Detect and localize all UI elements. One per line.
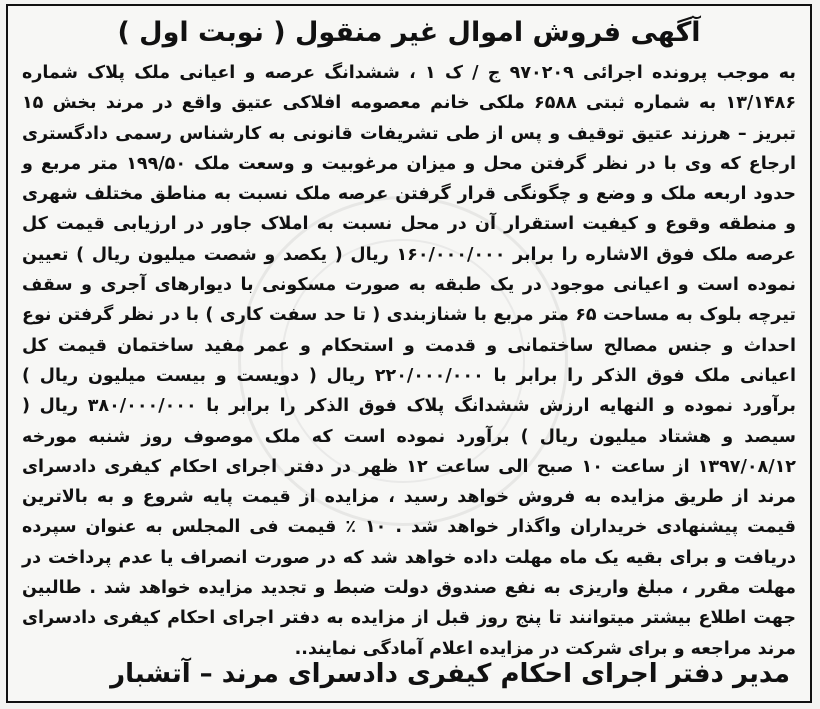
auction-notice [6, 4, 812, 703]
notice-body [22, 58, 796, 664]
notice-body-text: به موجب پرونده اجرائی ۹۷۰۲۰۹ ج / ک ۱ ، ششدانگ عرصه و اعیانی ملک پلاک شماره ۱۳/۱۴۸۶ به شماره ثبتی ۶۵۸۸ ملکی خانم معصومه افلاکی عتیق واقع در مرند بخش ۱۵ تبریز – هرزند عتیق توقیف و پس از طی تشریفات قانونی به کارشناس رسمی دادگستری ارجاع که وی با در نظر گرفتن محل و میزان مرغوبیت و وسعت ملک ۱۹۹/۵۰ متر مربع و حدود اربعه ملک و وضع و چگونگی قرار گرفتن عرصه ملک نسبت به مناطق مختلف شهری و منطقه وقوع و کیفیت استقرار آن در محل نسبت به املاک جاور در ارزیابی قیمت کل عرصه ملک فوق الاشاره را برابر ۱۶۰/۰۰۰/۰۰۰ ریال ( یکصد و شصت میلیون ریال ) تعیین نموده است و اعیانی موجود در یک طبقه به صورت مسکونی با دیوارهای آجری و سقف تیرچه بلوک به مساحت ۶۵ متر مربع با شنازبندی ( تا حد سفت کاری ) با در نظر گرفتن نوع احداث و جنس مصالح ساختمانی و قدمت و استحکام و عمر مفید ساختمان قیمت کل اعیانی ملک فوق الذکر را برابر با ۲۲۰/۰۰۰/۰۰۰ ریال ( دویست و بیست میلیون ریال ) برآورد نموده و النهایه ارزش ششدانگ پلاک فوق الذکر را برابر با ۳۸۰/۰۰۰/۰۰۰ ریال ( سیصد و هشتاد میلیون ریال ) برآورد نموده است که ملک موصوف روز شنبه مورخه ۱۳۹۷/۰۸/۱۲ از ساعت ۱۰ صبح الی ساعت ۱۲ ظهر در دفتر اجرای احکام کیفری دادسرای مرند از طریق مزایده به فروش خواهد رسید ، مزایده از قیمت پایه شروع و به بالاترین قیمت پیشنهادی خریداران واگذار خواهد شد . ۱۰ ٪ قیمت فی المجلس به عنوان سپرده دریافت و برای بقیه یک ماه مهلت داده خواهد شد که در صورت انصراف یا عدم پرداخت در مهلت مقرر ، مبلغ واریزی به نفع صندوق دولت ضبط و تجدید مزایده خواهد شد . طالبین جهت اطلاع بیشتر میتوانند تا پنج روز قبل از مزایده به دفتر اجرای احکام کیفری دادسرای مرند مراجعه و برای شرکت در مزایده اعلام آمادگی نمایند.. [22, 63, 797, 659]
notice-title: آگهی فروش اموال غیر منقول ( نوبت اول ) [117, 17, 701, 48]
notice-signature: مدیر دفتر اجرای احکام کیفری دادسرای مرند – آتشبار [110, 659, 790, 689]
